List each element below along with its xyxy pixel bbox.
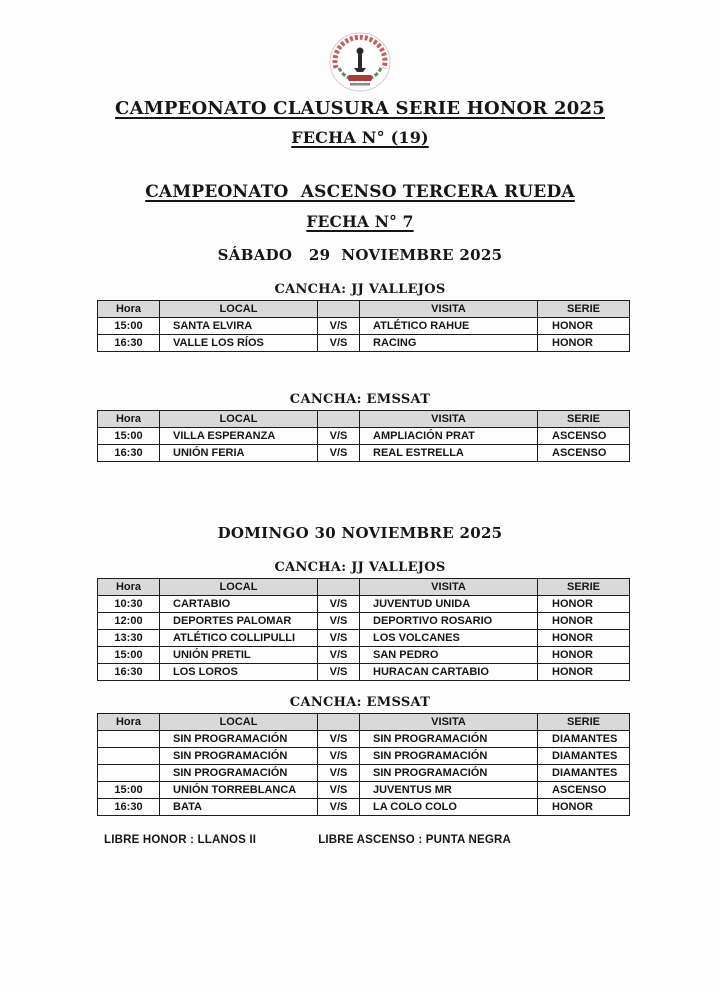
hora-cell: 16:30 bbox=[98, 445, 160, 462]
local-cell: SIN PROGRAMACIÓN bbox=[160, 748, 318, 765]
local-cell: VILLA ESPERANZA bbox=[160, 428, 318, 445]
vs-cell: V/S bbox=[318, 335, 360, 352]
column-header-vs bbox=[318, 411, 360, 428]
vs-cell: V/S bbox=[318, 318, 360, 335]
column-header-hora: Hora bbox=[98, 579, 160, 596]
fecha-honor-title: FECHA N° (19) bbox=[291, 128, 429, 147]
hora-cell: 15:00 bbox=[98, 428, 160, 445]
visita-cell: REAL ESTRELLA bbox=[360, 445, 538, 462]
column-header-local: LOCAL bbox=[160, 301, 318, 318]
table-body bbox=[98, 731, 630, 816]
hora-cell: 15:00 bbox=[98, 318, 160, 335]
column-header-local: LOCAL bbox=[160, 411, 318, 428]
schedule-section bbox=[0, 246, 720, 462]
venue-heading: CANCHA: EMSSAT bbox=[289, 695, 431, 710]
vs-cell: V/S bbox=[318, 765, 360, 782]
table-head bbox=[98, 714, 630, 731]
table-head bbox=[98, 411, 630, 428]
visita-cell: HURACAN CARTABIO bbox=[360, 664, 538, 681]
hora-cell: 15:00 bbox=[98, 647, 160, 664]
vs-cell: V/S bbox=[318, 664, 360, 681]
footer-notes bbox=[0, 834, 720, 846]
local-cell: DEPORTES PALOMAR bbox=[160, 613, 318, 630]
match-row bbox=[98, 748, 630, 765]
column-header-serie: SERIE bbox=[538, 714, 630, 731]
serie-cell: HONOR bbox=[538, 318, 630, 335]
serie-cell: HONOR bbox=[538, 647, 630, 664]
vs-cell: V/S bbox=[318, 782, 360, 799]
venue-heading: CANCHA: JJ VALLEJOS bbox=[274, 560, 446, 575]
match-row bbox=[98, 428, 630, 445]
match-row bbox=[98, 647, 630, 664]
table-body bbox=[98, 318, 630, 352]
table-head bbox=[98, 301, 630, 318]
visita-cell: SIN PROGRAMACIÓN bbox=[360, 748, 538, 765]
local-cell: BATA bbox=[160, 799, 318, 816]
match-row bbox=[98, 799, 630, 816]
header-row bbox=[98, 411, 630, 428]
header-row bbox=[98, 714, 630, 731]
visita-cell: DEPORTIVO ROSARIO bbox=[360, 613, 538, 630]
local-cell: UNIÓN PRETIL bbox=[160, 647, 318, 664]
vs-cell: V/S bbox=[318, 445, 360, 462]
column-header-vs bbox=[318, 579, 360, 596]
column-header-visita: VISITA bbox=[360, 714, 538, 731]
hora-cell bbox=[98, 765, 160, 782]
vs-cell: V/S bbox=[318, 630, 360, 647]
match-row bbox=[98, 335, 630, 352]
column-header-vs bbox=[318, 301, 360, 318]
match-row bbox=[98, 445, 630, 462]
venue-block bbox=[0, 560, 720, 681]
column-header-serie: SERIE bbox=[538, 411, 630, 428]
local-cell: SIN PROGRAMACIÓN bbox=[160, 765, 318, 782]
column-header-visita: VISITA bbox=[360, 411, 538, 428]
serie-cell: ASCENSO bbox=[538, 428, 630, 445]
table-body bbox=[98, 596, 630, 681]
serie-cell: DIAMANTES bbox=[538, 731, 630, 748]
hora-cell: 16:30 bbox=[98, 335, 160, 352]
visita-cell: RACING bbox=[360, 335, 538, 352]
column-header-hora: Hora bbox=[98, 301, 160, 318]
serie-cell: HONOR bbox=[538, 799, 630, 816]
header-row bbox=[98, 301, 630, 318]
serie-cell: HONOR bbox=[538, 630, 630, 647]
logo-container bbox=[0, 0, 720, 94]
venue-heading: CANCHA: JJ VALLEJOS bbox=[274, 282, 446, 297]
hora-cell: 16:30 bbox=[98, 799, 160, 816]
vs-cell: V/S bbox=[318, 748, 360, 765]
serie-cell: DIAMANTES bbox=[538, 765, 630, 782]
serie-cell: ASCENSO bbox=[538, 445, 630, 462]
match-row bbox=[98, 630, 630, 647]
hora-cell: 10:30 bbox=[98, 596, 160, 613]
local-cell: SIN PROGRAMACIÓN bbox=[160, 731, 318, 748]
match-row bbox=[98, 613, 630, 630]
venue-block bbox=[0, 695, 720, 816]
vs-cell: V/S bbox=[318, 596, 360, 613]
visita-cell: JUVENTUD UNIDA bbox=[360, 596, 538, 613]
match-row bbox=[98, 765, 630, 782]
local-cell: SANTA ELVIRA bbox=[160, 318, 318, 335]
vs-cell: V/S bbox=[318, 428, 360, 445]
local-cell: VALLE LOS RÍOS bbox=[160, 335, 318, 352]
association-emblem-icon bbox=[321, 30, 399, 94]
visita-cell: ATLÉTICO RAHUE bbox=[360, 318, 538, 335]
match-row bbox=[98, 596, 630, 613]
column-header-vs bbox=[318, 714, 360, 731]
local-cell: UNIÓN FERIA bbox=[160, 445, 318, 462]
match-table bbox=[97, 578, 630, 681]
visita-cell: SIN PROGRAMACIÓN bbox=[360, 731, 538, 748]
column-header-serie: SERIE bbox=[538, 579, 630, 596]
serie-cell: HONOR bbox=[538, 335, 630, 352]
championship-ascenso-title: CAMPEONATO ASCENSO TERCERA RUEDA bbox=[145, 182, 575, 202]
column-header-hora: Hora bbox=[98, 714, 160, 731]
libre-honor-note: LIBRE HONOR : LLANOS II bbox=[104, 834, 257, 846]
hora-cell: 16:30 bbox=[98, 664, 160, 681]
vs-cell: V/S bbox=[318, 613, 360, 630]
venue-heading: CANCHA: EMSSAT bbox=[289, 392, 431, 407]
match-table bbox=[97, 713, 630, 816]
match-table bbox=[97, 300, 630, 352]
column-header-visita: VISITA bbox=[360, 579, 538, 596]
visita-cell: LA COLO COLO bbox=[360, 799, 538, 816]
venue-block bbox=[0, 392, 720, 462]
serie-cell: HONOR bbox=[538, 613, 630, 630]
serie-cell: HONOR bbox=[538, 596, 630, 613]
local-cell: LOS LOROS bbox=[160, 664, 318, 681]
visita-cell: AMPLIACIÓN PRAT bbox=[360, 428, 538, 445]
vs-cell: V/S bbox=[318, 799, 360, 816]
local-cell: CARTABIO bbox=[160, 596, 318, 613]
header-row bbox=[98, 579, 630, 596]
serie-cell: DIAMANTES bbox=[538, 748, 630, 765]
column-header-visita: VISITA bbox=[360, 301, 538, 318]
championship-honor-title: CAMPEONATO CLAUSURA SERIE HONOR 2025 bbox=[115, 98, 605, 119]
serie-cell: ASCENSO bbox=[538, 782, 630, 799]
hora-cell bbox=[98, 731, 160, 748]
local-cell: UNIÓN TORREBLANCA bbox=[160, 782, 318, 799]
serie-cell: HONOR bbox=[538, 664, 630, 681]
column-header-serie: SERIE bbox=[538, 301, 630, 318]
table-head bbox=[98, 579, 630, 596]
match-row bbox=[98, 664, 630, 681]
visita-cell: SAN PEDRO bbox=[360, 647, 538, 664]
visita-cell: SIN PROGRAMACIÓN bbox=[360, 765, 538, 782]
column-header-local: LOCAL bbox=[160, 579, 318, 596]
match-row bbox=[98, 318, 630, 335]
date-heading: SÁBADO 29 NOVIEMBRE 2025 bbox=[217, 246, 503, 264]
schedule-section bbox=[0, 524, 720, 816]
column-header-hora: Hora bbox=[98, 411, 160, 428]
match-row bbox=[98, 782, 630, 799]
visita-cell: LOS VOLCANES bbox=[360, 630, 538, 647]
sections bbox=[0, 246, 720, 816]
local-cell: ATLÉTICO COLLIPULLI bbox=[160, 630, 318, 647]
date-heading: DOMINGO 30 NOVIEMBRE 2025 bbox=[217, 524, 503, 542]
hora-cell: 12:00 bbox=[98, 613, 160, 630]
venue-block bbox=[0, 282, 720, 352]
visita-cell: JUVENTUS MR bbox=[360, 782, 538, 799]
hora-cell bbox=[98, 748, 160, 765]
hora-cell: 13:30 bbox=[98, 630, 160, 647]
table-body bbox=[98, 428, 630, 462]
libre-ascenso-note: LIBRE ASCENSO : PUNTA NEGRA bbox=[318, 834, 512, 846]
match-row bbox=[98, 731, 630, 748]
column-header-local: LOCAL bbox=[160, 714, 318, 731]
vs-cell: V/S bbox=[318, 647, 360, 664]
fecha-ascenso-title: FECHA N° 7 bbox=[306, 212, 414, 231]
match-table bbox=[97, 410, 630, 462]
vs-cell: V/S bbox=[318, 731, 360, 748]
hora-cell: 15:00 bbox=[98, 782, 160, 799]
